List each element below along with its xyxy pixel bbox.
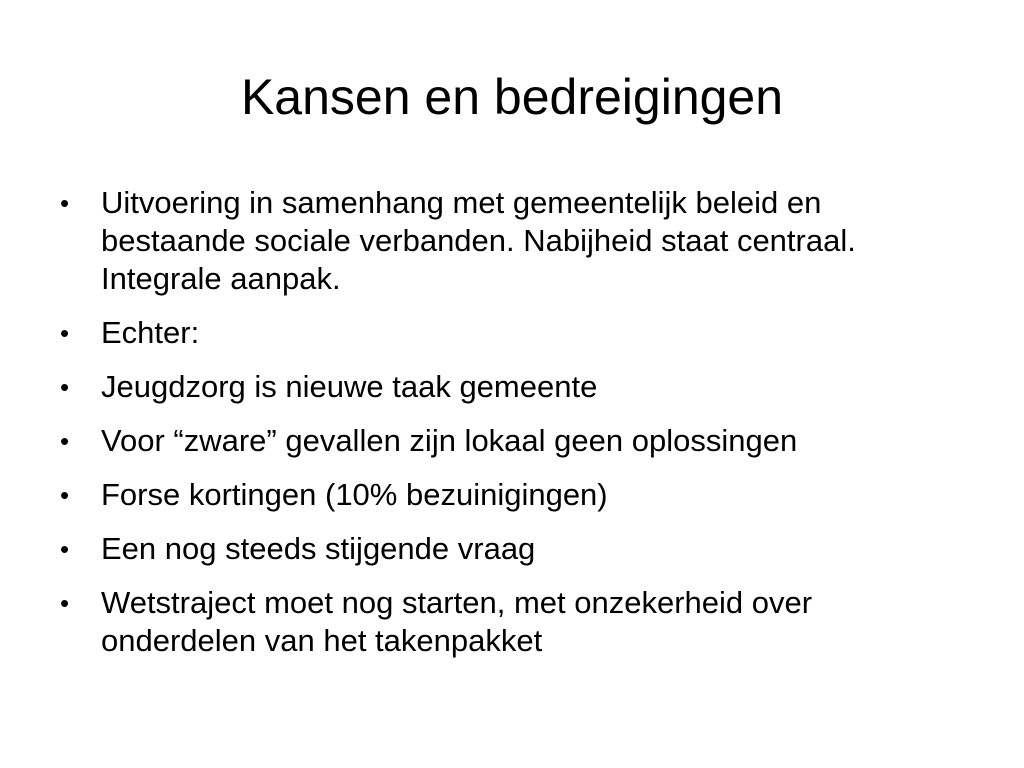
bullet-item xyxy=(60,476,970,514)
bullet-text: Jeugdzorg is nieuwe taak gemeente xyxy=(101,369,598,404)
bullet-dot-icon: • xyxy=(60,480,70,510)
bullet-item xyxy=(60,314,970,352)
bullet-dot-icon: • xyxy=(60,372,70,402)
bullet-text: Echter: xyxy=(101,315,200,350)
bullet-item xyxy=(60,184,970,298)
slide-title: Kansen en bedreigingen xyxy=(240,69,784,125)
bullet-dot-icon: • xyxy=(60,188,70,218)
bullet-item xyxy=(60,368,970,406)
bullet-text: Wetstraject moet nog starten, met onzekerheid over onderdelen van het takenpakket xyxy=(101,585,813,658)
bullet-list xyxy=(60,184,970,676)
bullet-text: Forse kortingen (10% bezuinigingen) xyxy=(101,477,608,512)
bullet-dot-icon: • xyxy=(60,588,70,618)
bullet-item xyxy=(60,422,970,460)
bullet-text: Voor “zware” gevallen zijn lokaal geen oplossingen xyxy=(101,423,798,458)
bullet-dot-icon: • xyxy=(60,426,70,456)
bullet-item xyxy=(60,584,970,660)
bullet-dot-icon: • xyxy=(60,318,70,348)
bullet-dot-icon: • xyxy=(60,534,70,564)
bullet-text: Uitvoering in samenhang met gemeentelijk beleid en bestaande sociale verbanden. Nabijheid staat centraal. Integrale aanpak. xyxy=(101,185,856,296)
bullet-text: Een nog steeds stijgende vraag xyxy=(101,531,536,566)
bullet-item xyxy=(60,530,970,568)
